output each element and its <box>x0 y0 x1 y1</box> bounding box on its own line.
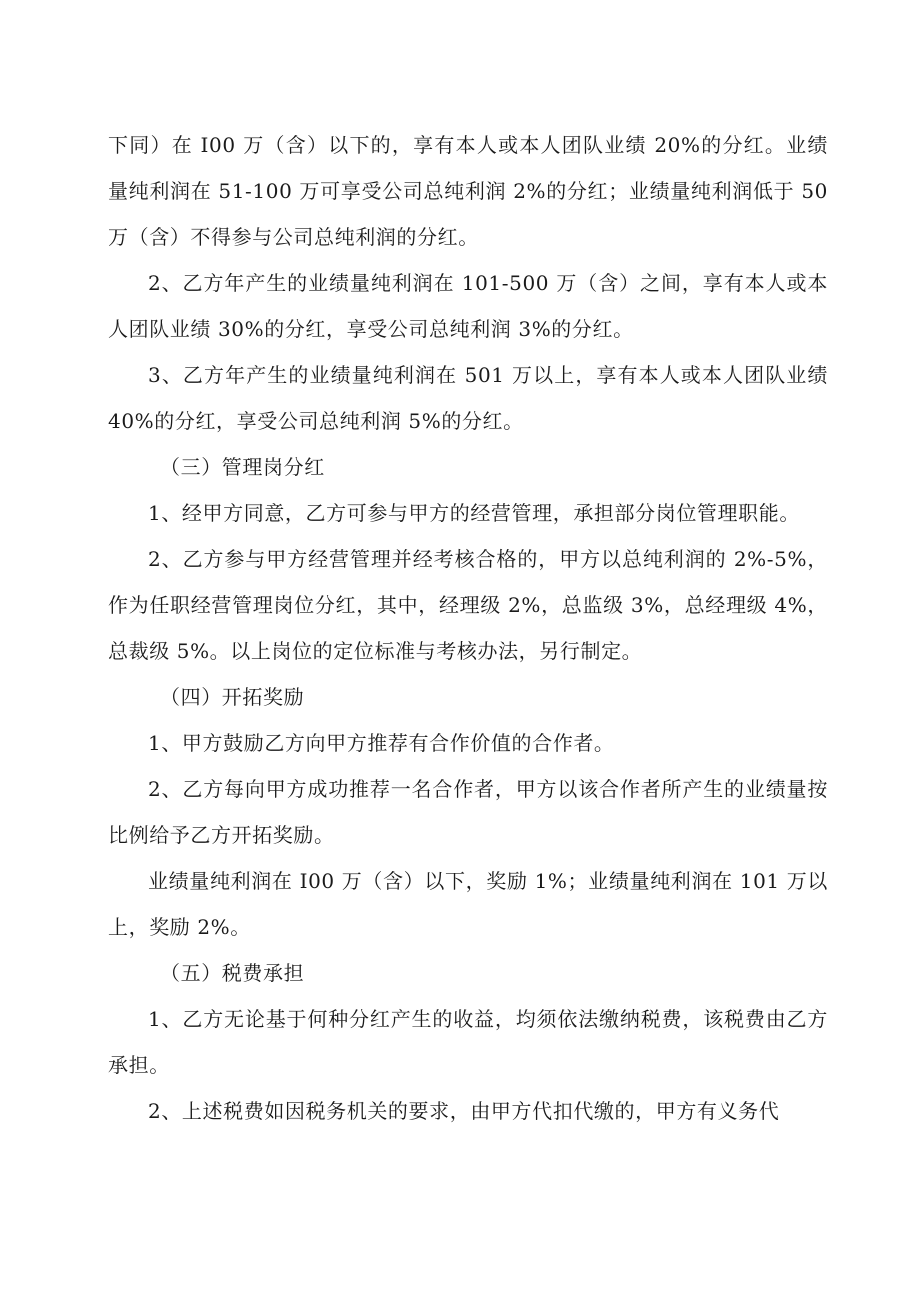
document-body <box>108 122 828 1134</box>
paragraph-continuation: 下同）在 I00 万（含）以下的，享有本人或本人团队业绩 20%的分红。业绩量纯利润在 51-100 万可享受公司总纯利润 2%的分红；业绩量纯利润低于 50 万（含）不得参与公司总纯利润的分红。 <box>108 133 828 249</box>
paragraph-management-2: 2、乙方参与甲方经营管理并经考核合格的，甲方以总纯利润的 2%-5%，作为任职经营管理岗位分红，其中，经理级 2%，总监级 3%，总经理级 4%，总裁级 5%。以上岗位的定位标准与考核办法，另行制定。 <box>108 547 828 663</box>
paragraph-expansion-1: 1、甲方鼓励乙方向甲方推荐有合作价值的合作者。 <box>148 731 615 755</box>
paragraph-management-1: 1、经甲方同意，乙方可参与甲方的经营管理，承担部分岗位管理职能。 <box>148 501 800 525</box>
paragraph-tax-1: 1、乙方无论基于何种分红产生的收益，均须依法缴纳税费，该税费由乙方承担。 <box>108 1007 828 1077</box>
paragraph-item-3-tier: 3、乙方年产生的业绩量纯利润在 501 万以上，享有本人或本人团队业绩 40%的分红，享受公司总纯利润 5%的分红。 <box>108 363 828 433</box>
section-heading-expansion-reward: （四）开拓奖励 <box>160 685 305 709</box>
section-heading-tax: （五）税费承担 <box>160 961 305 985</box>
paragraph-item-2-tier: 2、乙方年产生的业绩量纯利润在 101-500 万（含）之间，享有本人或本人团队业绩 30%的分红，享受公司总纯利润 3%的分红。 <box>108 271 828 341</box>
section-heading-management-bonus: （三）管理岗分红 <box>160 455 325 479</box>
paragraph-tax-2: 2、上述税费如因税务机关的要求，由甲方代扣代缴的，甲方有义务代 <box>148 1099 780 1123</box>
paragraph-expansion-rates: 业绩量纯利润在 I00 万（含）以下，奖励 1%；业绩量纯利润在 101 万以上，奖励 2%。 <box>108 869 828 939</box>
paragraph-expansion-2: 2、乙方每向甲方成功推荐一名合作者，甲方以该合作者所产生的业绩量按比例给予乙方开拓奖励。 <box>108 777 828 847</box>
